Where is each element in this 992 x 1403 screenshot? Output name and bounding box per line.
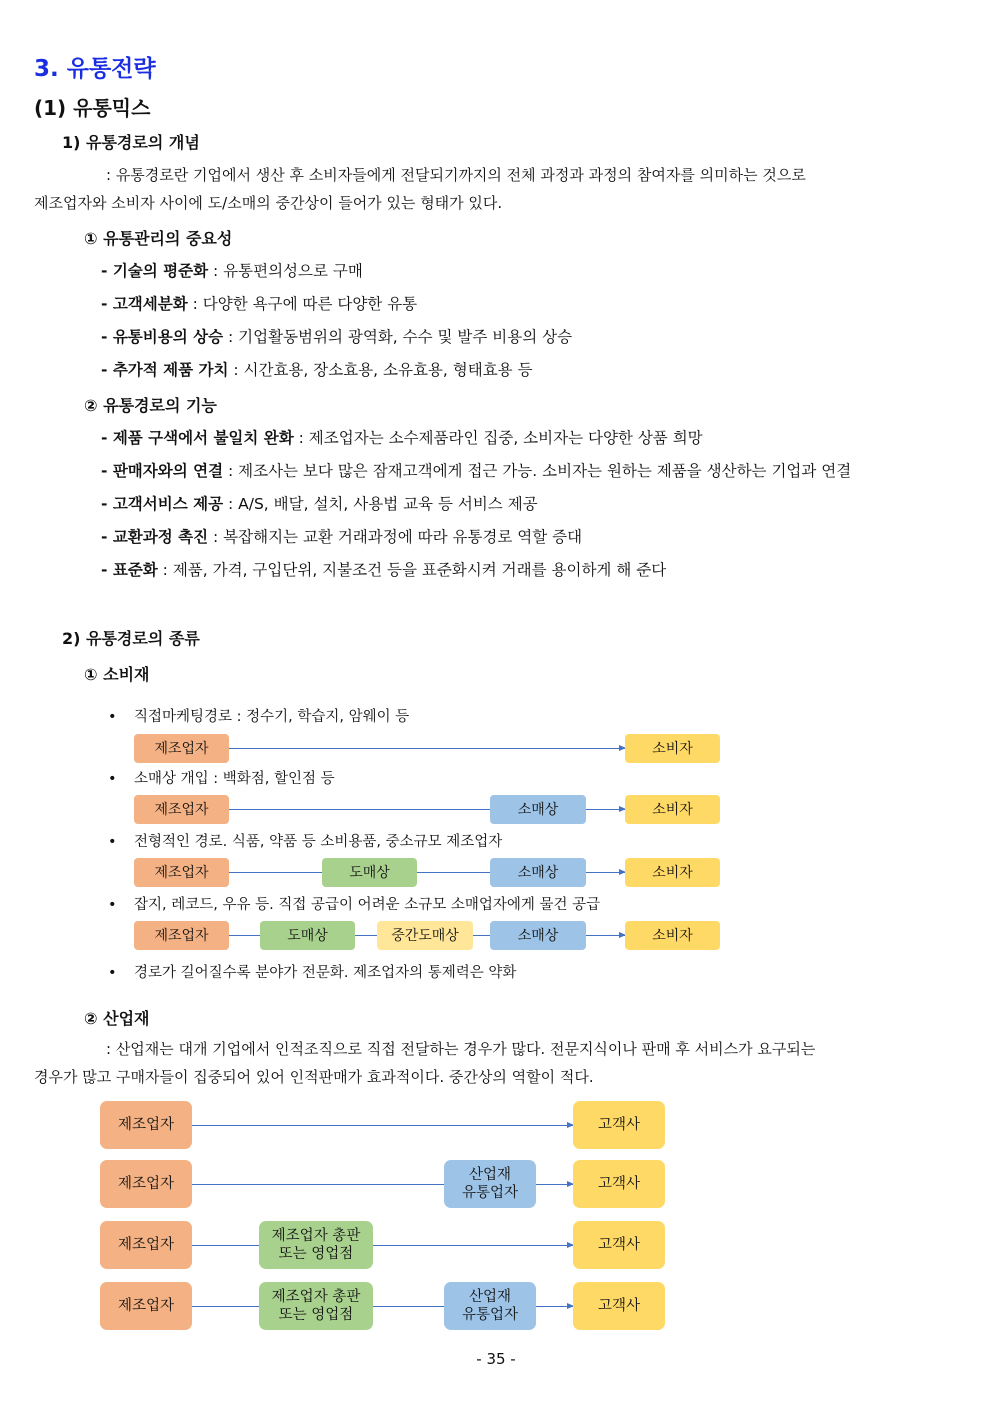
flow-arrow [586,872,625,873]
channel-bullet: • 전형적인 경로. 식품, 약품 등 소비용품, 중소규모 제조업자 [108,834,503,850]
function-item: - 제품 구색에서 불일치 완화 : 제조업자는 소수제품라인 집중, 소비자는 다양한 상품 희망 [101,429,703,447]
definition-line1: : 유통경로란 기업에서 생산 후 소비자들에게 전달되기까지의 전체 과정과 과정의 참여자를 의미하는 것으로 [106,166,806,184]
industrial-goods-heading: ② 산업재 [84,1009,150,1028]
manufacturer-node: 제조업자 [100,1160,192,1208]
flow-line [473,935,490,936]
consumer-node: 소비자 [625,734,720,763]
flow-line [192,1184,444,1185]
flow-arrow [536,1306,573,1307]
wholesaler-node: 도매상 [322,858,417,887]
flow-line [192,1306,259,1307]
branch-node: 제조업자 총판 또는 영업점 [259,1282,373,1330]
flow-line [355,935,377,936]
function-item: - 판매자와의 연결 : 제조사는 보다 많은 잠재고객에게 접근 가능. 소비자는 원하는 제품을 생산하는 기업과 연결 [101,462,852,480]
importance-item: - 기술의 평준화 : 유통편의성으로 구매 [101,262,363,280]
distributor-node: 산업재 유통업자 [444,1282,536,1330]
client-node: 고객사 [573,1101,665,1149]
importance-item: - 추가적 제품 가치 : 시간효용, 장소효용, 소유효용, 형태효용 등 [101,361,533,379]
importance-item: - 유통비용의 상승 : 기업활동범위의 광역화, 수수 및 발주 비용의 상승 [101,328,573,346]
flow-line [229,809,490,810]
part1-heading: 1) 유통경로의 개념 [62,133,200,152]
flow-line [192,1245,259,1246]
middle-wholesaler-node: 중간도매상 [377,921,473,950]
industrial-desc-line2: 경우가 많고 구매자들이 집중되어 있어 인적판매가 효과적이다. 중간상의 역할이 적다. [34,1068,594,1086]
retailer-node: 소매상 [490,858,586,887]
flow-arrow [229,748,625,749]
function-item: - 표준화 : 제품, 가격, 구입단위, 지불조건 등을 표준화시켜 거래를 용이하게 해 준다 [101,561,667,579]
manufacturer-node: 제조업자 [134,734,229,763]
consumer-node: 소비자 [625,921,720,950]
flow-arrow [192,1125,573,1126]
consumer-goods-heading: ① 소비재 [84,665,150,684]
function-item: - 교환과정 촉진 : 복잡해지는 교환 거래과정에 따라 유통경로 역할 증대 [101,528,583,546]
industrial-desc-line1: : 산업재는 대개 기업에서 인적조직으로 직접 전달하는 경우가 많다. 전문지식이나 판매 후 서비스가 요구되는 [106,1040,816,1058]
client-node: 고객사 [573,1160,665,1208]
consumer-node: 소비자 [625,858,720,887]
manufacturer-node: 제조업자 [100,1282,192,1330]
flow-line [229,872,322,873]
channel-bullet: • 잡지, 레코드, 우유 등. 직접 공급이 어려운 소규모 소매업자에게 물건 공급 [108,897,601,913]
part2-heading: 2) 유통경로의 종류 [62,629,200,648]
client-node: 고객사 [573,1282,665,1330]
subsection-title: (1) 유통믹스 [34,96,151,120]
client-node: 고객사 [573,1221,665,1269]
manufacturer-node: 제조업자 [134,795,229,824]
consumer-node: 소비자 [625,795,720,824]
wholesaler-node: 도매상 [260,921,355,950]
manufacturer-node: 제조업자 [134,921,229,950]
manufacturer-node: 제조업자 [100,1221,192,1269]
flow-arrow [586,809,625,810]
page-number: - 35 - [476,1350,516,1368]
channel-bullet: • 소매상 개입 : 백화점, 할인점 등 [108,771,335,787]
importance-heading: ① 유통관리의 중요성 [84,229,233,248]
branch-node: 제조업자 총판 또는 영업점 [259,1221,373,1269]
functions-heading: ② 유통경로의 기능 [84,396,217,415]
flow-arrow [586,935,625,936]
definition-line2: 제조업자와 소비자 사이에 도/소매의 중간상이 들어가 있는 형태가 있다. [34,194,503,212]
importance-item: - 고객세분화 : 다양한 욕구에 따른 다양한 유통 [101,295,418,313]
function-item: - 고객서비스 제공 : A/S, 배달, 설치, 사용법 교육 등 서비스 제공 [101,495,538,513]
manufacturer-node: 제조업자 [100,1101,192,1149]
section-title: 3. 유통전략 [34,56,156,82]
retailer-node: 소매상 [490,795,586,824]
channel-bullet: • 경로가 길어질수록 분야가 전문화. 제조업자의 통제력은 약화 [108,965,517,981]
retailer-node: 소매상 [490,921,586,950]
flow-line [417,872,490,873]
channel-bullet: • 직접마케팅경로 : 정수기, 학습지, 암웨이 등 [108,709,410,725]
manufacturer-node: 제조업자 [134,858,229,887]
flow-line [373,1306,444,1307]
distributor-node: 산업재 유통업자 [444,1160,536,1208]
flow-arrow [536,1184,573,1185]
flow-line [229,935,260,936]
flow-arrow [373,1245,573,1246]
